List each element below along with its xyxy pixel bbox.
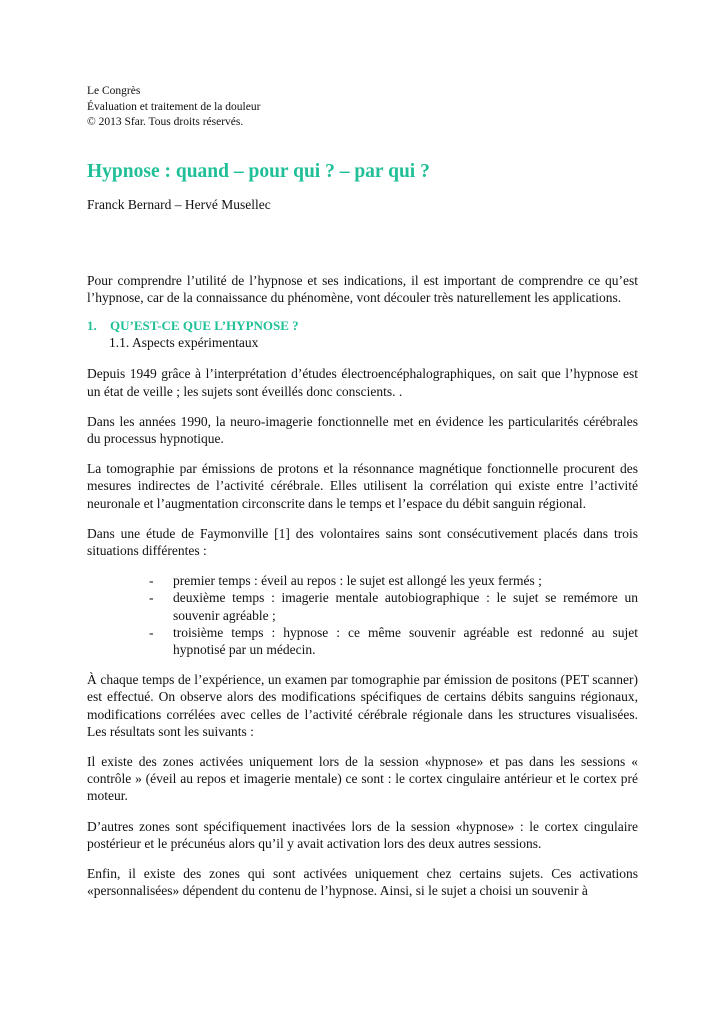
list-bullet: -	[149, 590, 154, 606]
section-number: 1.	[87, 318, 97, 334]
section-heading	[87, 317, 638, 334]
list-item	[149, 589, 638, 623]
subsection-number: 1.1.	[109, 335, 130, 351]
article-authors: Franck Bernard – Hervé Musellec	[87, 197, 271, 212]
list-item-text: troisième temps : hypnose : ce même souvenir agréable est redonné au sujet hypnotisé par un médecin.	[173, 624, 638, 658]
list-item	[149, 572, 638, 589]
section-title: QU’EST-CE QUE L’HYPNOSE ?	[110, 318, 299, 334]
list-item-text: deuxième temps : imagerie mentale autobiographique : le sujet se remémore un souvenir agréable ;	[173, 590, 638, 623]
header-congress: Le Congrès	[87, 85, 141, 97]
paragraph-pet-scan: À chaque temps de l’expérience, un examen par tomographie par émission de positons (PET scanner) est effectué. On observe alors des modifications spécifiques de certains débits sanguins régionaux, modifications corrélées avec celles de l’activité cérébrale régionale dans les structures visualisées. Les résultats sont les suivants :	[87, 672, 638, 739]
paragraph-study: Dans une étude de Faymonville [1] des volontaires sains sont consécutivement placés dans trois situations différentes :	[87, 525, 638, 559]
list-item	[149, 624, 638, 658]
list-bullet: -	[149, 624, 154, 640]
paragraph-tomography: La tomographie par émissions de protons et la résonnance magnétique fonctionnelle procurent des mesures indirectes de l’activité cérébrale. Elles utilisent la corrélation qui existe entre l’activité neuronale et l’augmentation circonscrite dans le temps et l’espace du débit sanguin régional.	[87, 461, 638, 511]
paragraph-inactivated-zones: D’autres zones sont spécifiquement inactivées lors de la session «hypnose» : le cortex cingulaire postérieur et le précunéus alors qu’il y avait activation lors des deux autres sessions.	[87, 818, 638, 851]
subsection-heading	[109, 334, 638, 351]
article-title: Hypnose : quand – pour qui ? – par qui ?	[87, 161, 430, 182]
congress-header	[87, 84, 260, 131]
paragraph-eeg: Depuis 1949 grâce à l’interprétation d’études électroencéphalographiques, on sait que l’hypnose est un état de veille ; les sujets sont éveillés donc conscients. .	[87, 366, 638, 399]
list-bullet: -	[149, 573, 154, 589]
paragraph-activated-zones: Il existe des zones activées uniquement lors de la session «hypnose» et pas dans les sessions « contrôle » (éveil au repos et imagerie mentale) ce sont : le cortex cingulaire antérieur et le cortex pré moteur.	[87, 754, 638, 804]
list-item-text: premier temps : éveil au repos : le sujet est allongé les yeux fermés ;	[173, 573, 542, 589]
subsection-title: Aspects expérimentaux	[132, 335, 259, 351]
paragraph-personalized-activations: Enfin, il existe des zones qui sont activées uniquement chez certains sujets. Ces activations «personnalisées» dépendent du contenu de l’hypnose. Ainsi, si le sujet a choisi un souvenir à	[87, 866, 638, 899]
study-steps-list	[87, 572, 638, 658]
header-copyright: © 2013 Sfar. Tous droits réservés.	[87, 116, 244, 128]
paragraph-neuroimaging: Dans les années 1990, la neuro-imagerie fonctionnelle met en évidence les particularités cérébrales du processus hypnotique.	[87, 413, 638, 447]
header-event: Évaluation et traitement de la douleur	[87, 100, 261, 113]
article-body	[87, 272, 638, 912]
intro-paragraph: Pour comprendre l’utilité de l’hypnose et ses indications, il est important de comprendre ce qu’est l’hypnose, car de la connaissance du phénomène, vont découler très naturellement les applications.	[87, 273, 638, 306]
